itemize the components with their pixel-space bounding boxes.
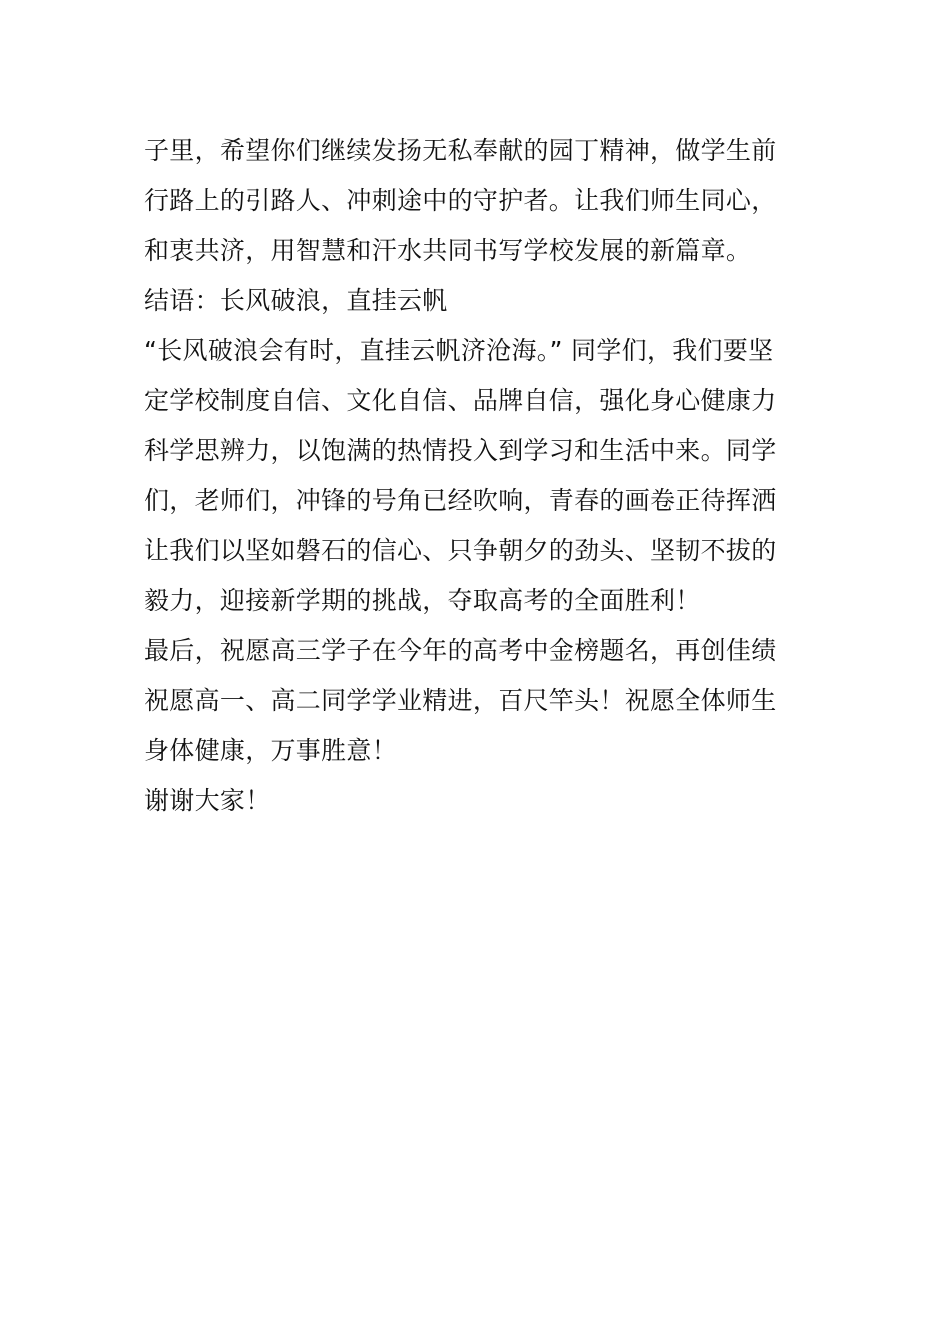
body-text-line: 们，老师们，冲锋的号角已经吹响，青春的画卷正待挥洒 [144,486,777,515]
body-text-line: 毅力，迎接新学期的挑战，夺取高考的全面胜利！ [144,586,701,615]
body-text-line: 子里，希望你们继续发扬无私奉献的园丁精神，做学生前 [144,136,777,165]
body-text-line: 科学思辨力，以饱满的热情投入到学习和生活中来。同学 [144,436,777,465]
document-body [144,126,824,826]
body-text-line: 行路上的引路人、冲刺途中的守护者。让我们师生同心， [144,186,777,215]
body-text-line: “长风破浪会有时，直挂云帆济沧海。” 同学们，我们要坚 [144,336,774,365]
body-text-line: 和衷共济，用智慧和汗水共同书写学校发展的新篇章。 [144,236,752,265]
body-text-line: 祝愿高一、高二同学学业精进，百尺竿头！祝愿全体师生 [144,686,777,715]
body-text-line: 让我们以坚如磐石的信心、只争朝夕的劲头、坚韧不拔的 [144,536,777,565]
body-text-line: 身体健康，万事胜意！ [144,736,398,765]
closing-line: 谢谢大家！ [144,786,271,815]
section-heading: 结语：长风破浪，直挂云帆 [144,286,448,315]
body-text-line: 最后，祝愿高三学子在今年的高考中金榜题名，再创佳绩 [144,636,777,665]
body-text-line: 定学校制度自信、文化自信、品牌自信，强化身心健康力 [144,386,777,415]
